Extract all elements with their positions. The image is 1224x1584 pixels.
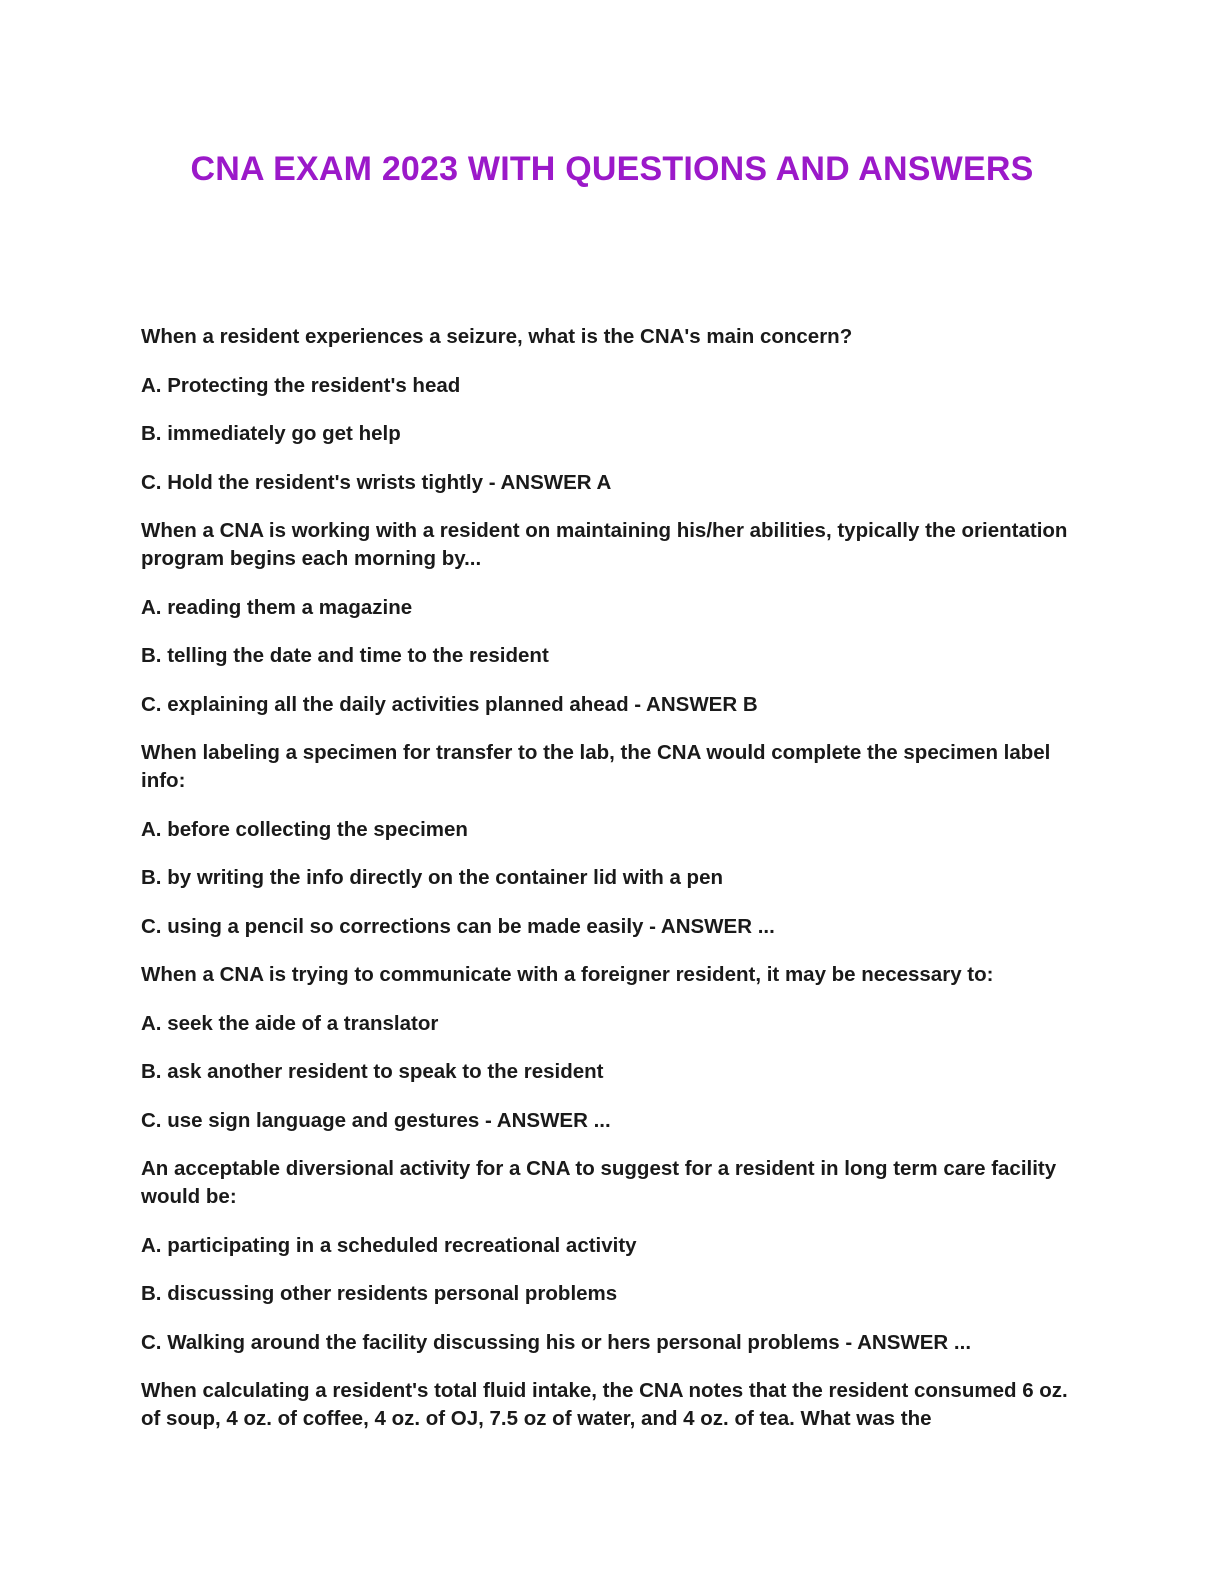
document-title: CNA EXAM 2023 WITH QUESTIONS AND ANSWERS xyxy=(190,150,1034,188)
answer-option: C. Walking around the facility discussing his or hers personal problems - ANSWER ... xyxy=(141,1330,972,1354)
question-text: When a CNA is trying to communicate with a foreigner resident, it may be necessary to: xyxy=(141,963,994,986)
answer-option: A. reading them a magazine xyxy=(141,595,413,619)
question-text: An acceptable diversional activity for a CNA to suggest for a resident in long term care facility would be: xyxy=(141,1157,1057,1208)
answer-option: A. seek the aide of a translator xyxy=(141,1011,439,1035)
answer-option: B. by writing the info directly on the container lid with a pen xyxy=(141,866,724,889)
answer-option: B. discussing other residents personal problems xyxy=(141,1282,618,1305)
answer-option: C. using a pencil so corrections can be made easily - ANSWER ... xyxy=(141,914,775,938)
answer-option: B. immediately go get help xyxy=(141,422,401,445)
answer-option: A. Protecting the resident's head xyxy=(141,373,461,397)
question-text: When a resident experiences a seizure, what is the CNA's main concern? xyxy=(141,325,853,348)
answer-option: B. ask another resident to speak to the resident xyxy=(141,1060,604,1083)
question-text: When labeling a specimen for transfer to the lab, the CNA would complete the specimen label info: xyxy=(141,741,1051,792)
answer-option: C. Hold the resident's wrists tightly - ANSWER A xyxy=(141,470,612,494)
answer-option: A. participating in a scheduled recreational activity xyxy=(141,1233,637,1257)
answer-option: B. telling the date and time to the resident xyxy=(141,644,549,667)
answer-option: C. explaining all the daily activities planned ahead - ANSWER B xyxy=(141,692,758,716)
question-text: When a CNA is working with a resident on maintaining his/her abilities, typically the orientation program begins each morning by... xyxy=(141,519,1068,570)
answer-option: C. use sign language and gestures - ANSWER ... xyxy=(141,1108,611,1132)
question-text: When calculating a resident's total fluid intake, the CNA notes that the resident consumed 6 oz. of soup, 4 oz. of coffee, 4 oz. of OJ, 7.5 oz of water, and 4 oz. of tea. What was the xyxy=(141,1379,1068,1430)
question-list xyxy=(141,323,1091,1454)
answer-option: A. before collecting the specimen xyxy=(141,817,468,841)
